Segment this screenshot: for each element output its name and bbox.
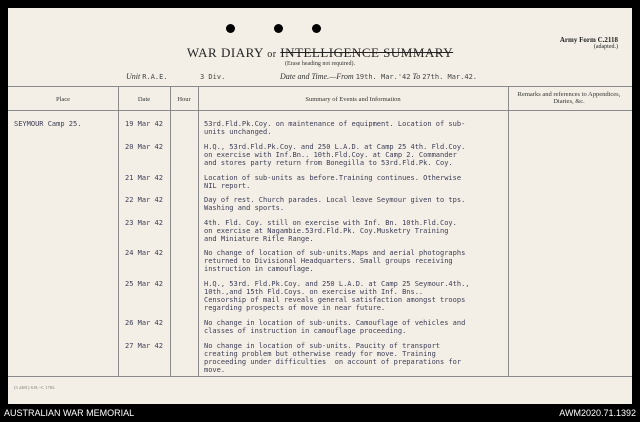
form-adapted: (adapted.) (593, 44, 618, 50)
entry-date: 22 Mar 42 (125, 196, 163, 204)
print-code: (5 2481) S.B.--C 1765. (14, 385, 56, 390)
caption-accession: AWM2020.71.1392 (559, 408, 636, 418)
header-divider (8, 110, 632, 111)
column-divider (170, 86, 171, 376)
division-field (200, 72, 225, 81)
punch-hole (226, 24, 235, 33)
division-value: 3 Div. (200, 73, 226, 81)
entry-summary: No change in location of sub-units. Camouflage of vehicles and classes of instruction in camouflage proceeding. (204, 319, 466, 335)
column-header-remarks: Remarks and references to Appendices, Diaries, &c. (517, 91, 621, 105)
entry-place: SEYMOUR Camp 25. (14, 120, 82, 128)
entry-summary: 53rd.Fld.Pk.Coy. on maintenance of equipment. Location of sub- units unchanged. (204, 120, 466, 136)
entry-date: 27 Mar 42 (125, 342, 163, 350)
entry-date: 20 Mar 42 (125, 143, 163, 151)
entry-date: 23 Mar 42 (125, 219, 163, 227)
diary-sheet (8, 8, 632, 404)
column-divider (508, 86, 509, 376)
column-divider (118, 86, 119, 376)
unit-value: R.A.E. (142, 73, 168, 81)
entry-date: 21 Mar 42 (125, 174, 163, 182)
date-from: 19th. Mar.'42 (355, 73, 411, 81)
date-label: Date and Time.—From (280, 72, 354, 81)
table-top-border (8, 86, 632, 87)
unit-label: Unit (126, 72, 141, 81)
entry-date: 26 Mar 42 (125, 319, 163, 327)
entry-summary: H.Q., 53rd.Fld.Pk.Coy. and 250 L.A.D. at Camp 25 4th. Fld.Coy. on exercise with Inf.Bn.. 10th.Fld.Coy. at Camp 2. Commander and stores party return from Bonegilla to 53rd.Fld.Pk. Coy. (204, 143, 466, 167)
title-or: or (267, 49, 277, 60)
entry-summary: No change of location of sub-units.Maps and aerial photographs returned to Divisional Headquarters. Small groups receiving instruction in camouflage. (204, 249, 466, 273)
caption-institution: AUSTRALIAN WAR MEMORIAL (4, 408, 135, 418)
table-bottom-border (8, 376, 632, 377)
entry-summary: Location of sub-units as before.Training continues. Otherwise NIL report. (204, 174, 462, 190)
punch-hole (274, 24, 283, 33)
title-main: WAR DIARY (186, 45, 264, 60)
title-subtitle: (Erase heading not required). (285, 61, 355, 67)
column-divider (198, 86, 199, 376)
to-label: To (412, 72, 421, 81)
entry-date: 25 Mar 42 (125, 280, 163, 288)
date-range (280, 72, 477, 81)
title-struck: INTELLIGENCE SUMMARY (280, 45, 454, 60)
form-name: Army Form C.2118 (559, 36, 618, 44)
entry-date: 24 Mar 42 (125, 249, 163, 257)
unit-field (126, 72, 168, 81)
date-to: 27th. Mar.42. (422, 73, 478, 81)
column-header-hour: Hour (177, 96, 191, 103)
column-header-date: Date (137, 96, 151, 103)
entry-summary: Day of rest. Church parades. Local leave Seymour given to tps. Washing and sports. (204, 196, 466, 212)
column-header-place: Place (55, 96, 71, 103)
page-title (8, 45, 632, 61)
diary-table (8, 86, 632, 376)
punch-hole (312, 24, 321, 33)
column-header-summary: Summary of Events and Information (305, 96, 401, 103)
entry-date: 19 Mar 42 (125, 120, 163, 128)
entry-summary: H.Q., 53rd. Fld.Pk.Coy. and 250 L.A.D. at Camp 25 Seymour.4th., 10th.,and 15th Fld.Coys. on exercise with Inf. Bns.. Censorship of mail reveals general satisfaction amongst troops regarding prospects of move in near future. (204, 280, 470, 312)
entry-summary: No change in location of sub-units. Paucity of transport creating problem but otherwise ready for move. Training proceeding under difficulties on account of preparations for move. (204, 342, 462, 374)
entry-summary: 4th. Fld. Coy. still on exercise with Inf. Bn. 10th.Fld.Coy. on exercise at Nagambie.53rd.Fld.Pk. Coy.Musketry Training and Miniature Rifle Range. (204, 219, 457, 243)
